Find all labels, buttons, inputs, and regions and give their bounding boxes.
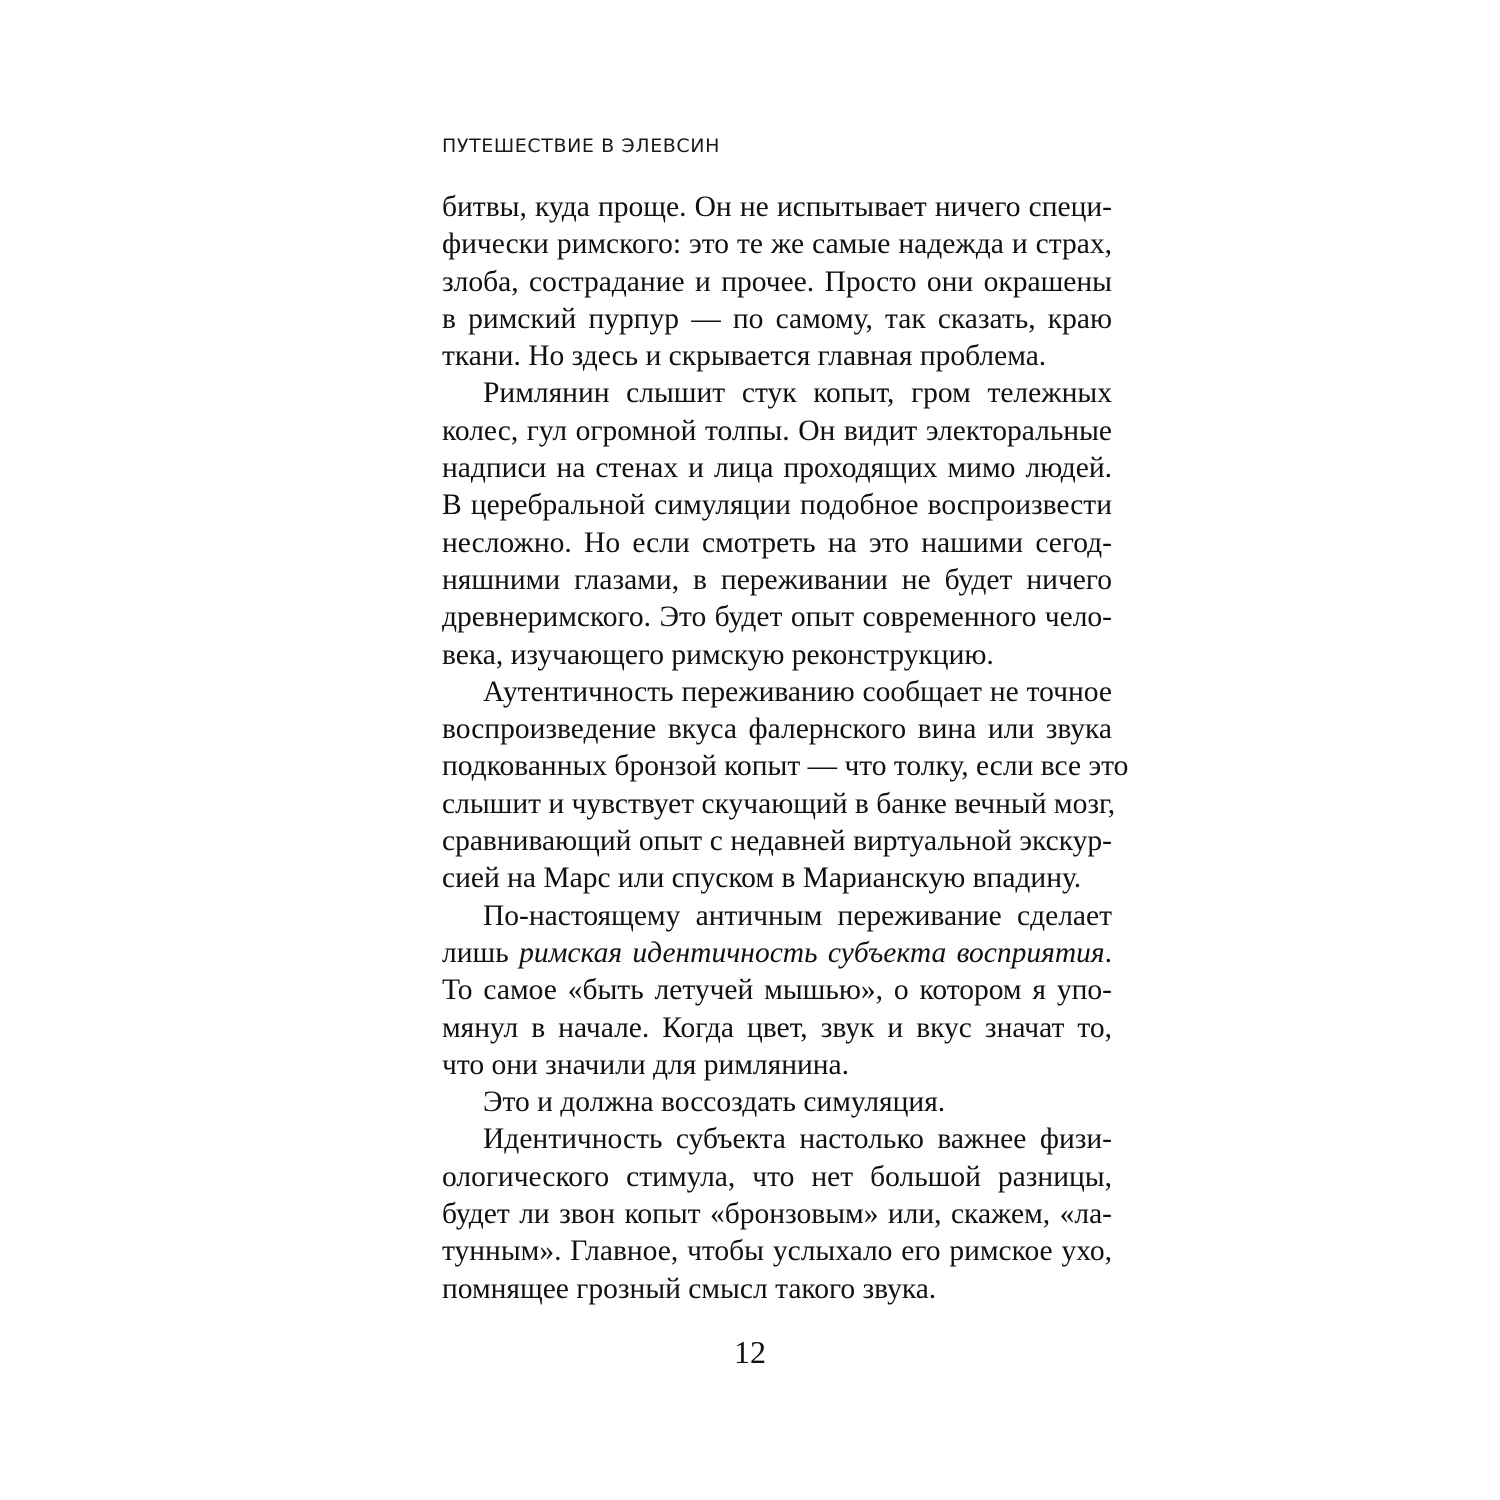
text-line: ткани. Но здесь и скрывается главная проблема.: [442, 340, 1047, 373]
text-line: Идентичность субъекта настолько важнее физи-: [483, 1123, 1112, 1156]
text-line: будет ли звон копыт «бронзовым» или, скажем, «ла-: [442, 1198, 1112, 1231]
text-line: подкованных бронзой копыт — что толку, если все это: [442, 750, 1129, 783]
text-line: То самое «быть летучей мышью», о котором я упо-: [442, 974, 1112, 1007]
text-line: колес, гул огромной толпы. Он видит электоральные: [442, 414, 1112, 447]
text-line: помнящее грозный смысл такого звука.: [442, 1272, 937, 1305]
text-line: воспроизведение вкуса фалернского вина или звука: [442, 713, 1112, 746]
text-line-emphasis: [442, 935, 1112, 972]
text-line: В церебральной симуляции подобное воспроизвести: [442, 489, 1112, 522]
text-line: надписи на стенах и лица проходящих мимо людей.: [442, 452, 1112, 485]
text-line: Римлянин слышит стук копыт, гром тележных: [483, 377, 1112, 410]
text-line: злоба, сострадание и прочее. Просто они окрашены: [442, 265, 1112, 298]
text-line: Это и должна воссоздать симуляция.: [483, 1086, 946, 1119]
text-line: битвы, куда проще. Он не испытывает ничего специ-: [442, 191, 1112, 223]
text-line: слышит и чувствует скучающий в банке вечный мозг,: [442, 787, 1116, 820]
text-line: в римский пурпур — по самому, так сказать, краю: [442, 302, 1112, 335]
text-line: что они значили для римлянина.: [442, 1048, 850, 1081]
text-line: По-настоящему античным переживание сделает: [483, 899, 1112, 932]
text-line: сравнивающий опыт с недавней виртуальной экскур-: [442, 825, 1112, 858]
text-line: фически римского: это те же самые надежда и страх,: [442, 228, 1112, 261]
page-number: 12: [734, 1334, 766, 1370]
body-text: [442, 189, 1129, 1308]
running-head: ПУТЕШЕСТВИЕ В ЭЛЕВСИН: [442, 135, 720, 157]
text-line: сией на Марс или спуском в Марианскую впадину.: [442, 862, 1082, 895]
text-suffix: .: [1104, 936, 1112, 969]
text-line: Аутентичность переживанию сообщает не точное: [483, 675, 1112, 708]
text-line: тунным». Главное, чтобы услыхало его римское ухо,: [442, 1235, 1112, 1268]
text-line: ологического стимула, что нет большой разницы,: [442, 1160, 1112, 1193]
text-line: няшними глазами, в переживании не будет ничего: [442, 563, 1112, 596]
text-line: мянул в начале. Когда цвет, звук и вкус значат то,: [442, 1011, 1112, 1044]
text-line: древнеримского. Это будет опыт современного чело-: [442, 601, 1112, 634]
text-prefix: лишь: [442, 936, 520, 969]
italic-phrase: римская идентичность субъекта восприятия: [519, 936, 1105, 969]
text-line: несложно. Но если смотреть на это нашими сегод-: [442, 526, 1112, 559]
text-line: века, изучающего римскую реконструкцию.: [442, 638, 994, 671]
